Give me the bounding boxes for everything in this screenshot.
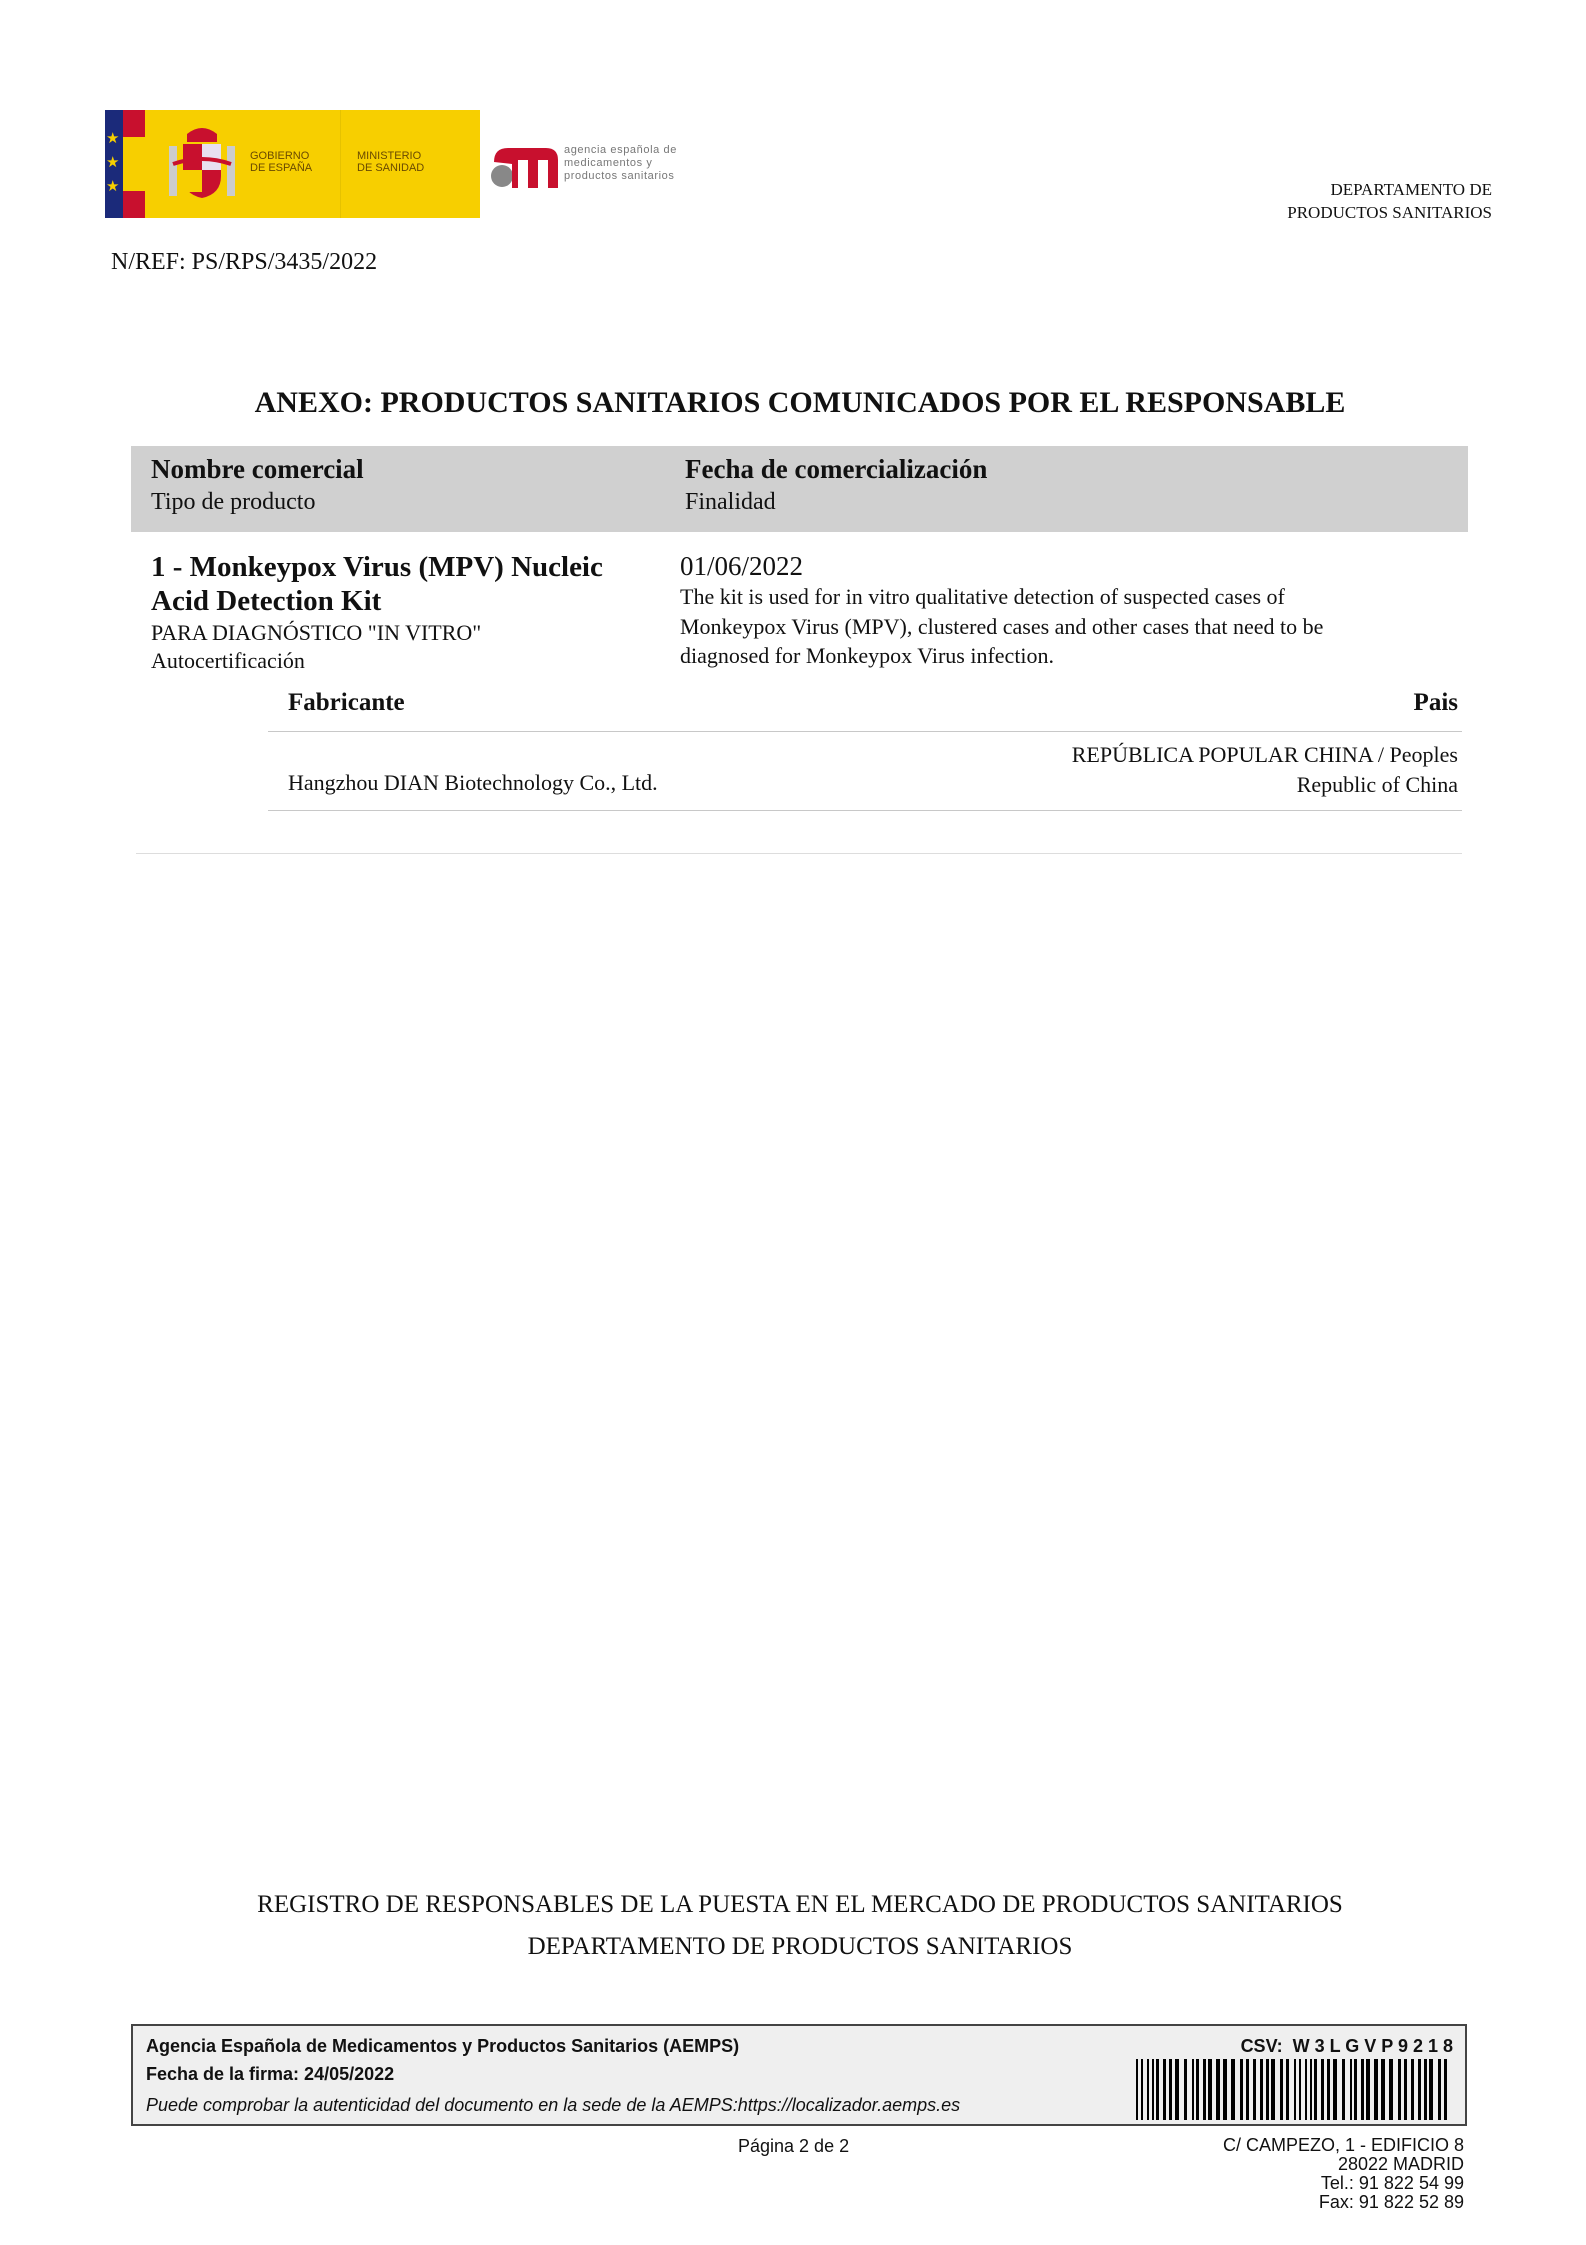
agency-name: Agencia Española de Medicamentos y Productos Sanitarios (AEMPS) [146,2036,740,2056]
barcode-bar [1184,2059,1187,2120]
divider [268,810,1462,811]
barcode-bar [1418,2059,1421,2120]
barcode-bar [1361,2059,1364,2120]
star-icon: ★ [106,179,120,195]
table-header [131,446,1468,532]
barcode-bar [1271,2059,1275,2120]
barcode-bar [1333,2059,1337,2120]
barcode-bar [1152,2059,1154,2120]
barcode-bar [1260,2059,1263,2120]
divider [268,731,1462,732]
logo-text-gobierno: GOBIERNO DE ESPAÑA [250,150,313,174]
barcode-bar [1366,2059,1370,2120]
barcode-bar [1240,2059,1243,2120]
reference-number: N/REF: PS/RPS/3435/2022 [111,249,378,275]
page-number: Página 2 de 2 [738,2136,850,2156]
country-header: Pais [1413,689,1458,716]
header-finalidad: Finalidad [685,489,776,515]
barcode-bar [1216,2059,1220,2120]
table-bottom-divider [136,853,1462,854]
verification-link[interactable]: Puede comprobar la autenticidad del documento en la sede de la AEMPS:https://localizador.aemps.es [146,2095,961,2115]
barcode-bar [1280,2059,1283,2120]
barcode-bar [1253,2059,1256,2120]
csv-code: CSV: W 3 L G V P 9 2 1 8 [1240,2036,1453,2056]
barcode-bar [1147,2059,1149,2120]
aemps-logo-text: agencia española de medicamentos y productos sanitarios [564,144,677,182]
aemps-logo [490,140,710,192]
header-fecha: Fecha de comercialización [685,454,988,484]
barcode-bar [1141,2059,1143,2120]
barcode-bar [1169,2059,1172,2120]
barcode-bar [1305,2059,1307,2120]
barcode-bar [1389,2059,1393,2120]
gobierno-ministerio-logo [105,110,480,218]
barcode-bar [1136,2059,1138,2120]
barcode-bar [1294,2059,1296,2120]
barcode-bar [1246,2059,1249,2120]
header-nombre-comercial: Nombre comercial [151,454,364,484]
barcode-bar [1444,2059,1447,2120]
commercialization-date: 01/06/2022 [680,551,804,581]
star-icon: ★ [106,131,120,147]
barcode-bar [1175,2059,1179,2120]
barcode-bar [1231,2059,1235,2120]
product-type: PARA DIAGNÓSTICO "IN VITRO" Autocertificación [151,620,482,673]
barcode-bar [1411,2059,1414,2120]
manufacturer-country: REPÚBLICA POPULAR CHINA / Peoples Republic of China [1071,742,1458,797]
address: C/ CAMPEZO, 1 - EDIFICIO 8 28022 MADRID Tel.: 91 822 54 99 Fax: 91 822 52 89 [1222,2135,1464,2212]
aemps-am-icon [490,144,560,190]
barcode-bar [1310,2059,1312,2120]
barcode-bar [1374,2059,1378,2120]
barcode-bar [1314,2059,1317,2120]
barcode-bar [1156,2059,1159,2120]
barcode-bar [1327,2059,1330,2120]
department-heading: DEPARTAMENTO DE PRODUCTOS SANITARIOS [1287,180,1492,222]
logo-text-ministerio: MINISTERIO DE SANIDAD [357,150,425,174]
barcode-bar [1266,2059,1269,2120]
barcode-bar [1299,2059,1301,2120]
barcode-bar [1381,2059,1385,2120]
barcode-bar [1404,2059,1407,2120]
manufacturer-name: Hangzhou DIAN Biotechnology Co., Ltd. [288,770,658,795]
barcode-bar [1203,2059,1206,2120]
barcode-bar [1321,2059,1324,2120]
barcode-bar [1196,2059,1199,2120]
barcode-icon [1136,2059,1451,2120]
barcode-bar [1429,2059,1433,2120]
barcode-bar [1350,2059,1352,2120]
barcode-bar [1424,2059,1427,2120]
manufacturer-header: Fabricante [288,689,405,716]
barcode-bar [1438,2059,1441,2120]
coat-of-arms-icon [167,124,237,204]
star-icon: ★ [106,155,120,171]
barcode-bar [1354,2059,1357,2120]
product-name: 1 - Monkeypox Virus (MPV) Nucleic Acid Detection Kit [151,551,603,617]
page-title: ANEXO: PRODUCTOS SANITARIOS COMUNICADOS POR EL RESPONSABLE [254,386,1346,419]
product-purpose: The kit is used for in vitro qualitative detection of suspected cases of Monkeypox Virus (MPV), clustered cases and other cases that need to be diagnosed for Monkeypox Virus infection. [680,584,1324,668]
barcode-bar [1163,2059,1166,2120]
barcode-bar [1192,2059,1194,2120]
barcode-bar [1342,2059,1345,2120]
barcode-bar [1208,2059,1212,2120]
signature-date: Fecha de la firma: 24/05/2022 [146,2064,395,2084]
header-tipo-producto: Tipo de producto [151,489,316,515]
barcode-bar [1223,2059,1227,2120]
registry-footer: REGISTRO DE RESPONSABLES DE LA PUESTA EN EL MERCADO DE PRODUCTOS SANITARIOS DEPARTAMENTO DE PRODUCTOS SANITARIOS [257,1891,1343,1960]
barcode-bar [1398,2059,1401,2120]
barcode-bar [1286,2059,1289,2120]
